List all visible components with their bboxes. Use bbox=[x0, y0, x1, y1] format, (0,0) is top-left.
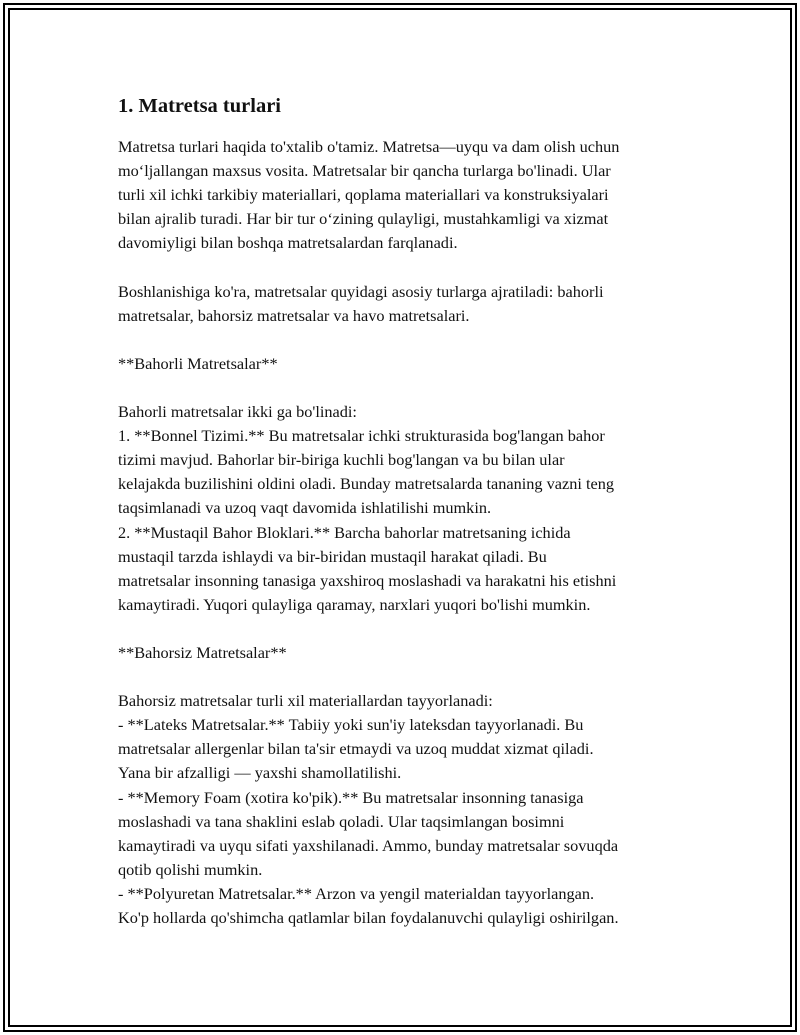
text-line: matretsalar insonning tanasiga yaxshiroq moslashadi va harakatni his etishni bbox=[118, 570, 617, 590]
text-line: matretsalar allergenlar bilan ta'sir etmaydi va uzoq muddat xizmat qiladi. bbox=[118, 739, 594, 759]
text-line: kamaytiradi. Yuqori qulayliga qaramay, narxlari yuqori bo'lishi mumkin. bbox=[118, 594, 591, 614]
paragraph-gap bbox=[118, 376, 698, 400]
text-line: Boshlanishiga ko'ra, matretsalar quyidagi asosiy turlarga ajratiladi: bahorli bbox=[118, 281, 604, 301]
text-line: - **Lateks Matretsalar.** Tabiiy yoki sun'iy lateksdan tayyorlanadi. Bu bbox=[118, 715, 584, 735]
text-line: - **Memory Foam (xotira ko'pik).** Bu matretsalar insonning tanasiga bbox=[118, 787, 584, 807]
text-line: 1. **Bonnel Tizimi.** Bu matretsalar ichki strukturasida bog'langan bahor bbox=[118, 426, 605, 446]
section-heading: 1. Matretsa turlari bbox=[118, 95, 281, 117]
text-line: Bahorsiz matretsalar turli xil materiallardan tayyorlanadi: bbox=[118, 691, 493, 711]
text-line: 2. **Mustaqil Bahor Bloklari.** Barcha bahorlar matretsaning ichida bbox=[118, 522, 571, 542]
text-line: Matretsa turlari haqida to'xtalib o'tamiz. Matretsa—uyqu va dam olish uchun bbox=[118, 137, 620, 156]
text-line: Yana bir afzalligi — yaxshi shamollatilishi. bbox=[118, 763, 402, 783]
text-line: mustaqil tarzda ishlaydi va bir-biridan mustaqil harakat qiladi. Bu bbox=[118, 546, 547, 566]
text-line: tizimi mavjud. Bahorlar bir-biriga kuchli bog'langan va bu bilan ular bbox=[118, 450, 565, 470]
paragraph-gap bbox=[118, 255, 698, 279]
paragraph-gap bbox=[118, 617, 698, 641]
text-line: kelajakda buzilishini oldini oladi. Bunday matretsalarda tananing vazni teng bbox=[118, 474, 614, 494]
document-body bbox=[118, 92, 698, 930]
text-line: bilan ajralib turadi. Har bir tur o‘zining qulayligi, mustahkamligi va xizmat bbox=[118, 209, 609, 229]
text-line: Bahorli matretsalar ikki ga bo'linadi: bbox=[118, 402, 357, 422]
paragraph-gap bbox=[118, 665, 698, 689]
text-line: - **Polyuretan Matretsalar.** Arzon va yengil materialdan tayyorlangan. bbox=[118, 883, 595, 903]
text-line: turli xil ichki tarkibiy materiallari, qoplama materiallari va konstruksiyalari bbox=[118, 185, 609, 205]
text-line: kamaytiradi va uyqu sifati yaxshilanadi. Ammo, bunday matretsalar sovuqda bbox=[118, 835, 619, 855]
paragraph-gap bbox=[118, 328, 698, 352]
text-line: mo‘ljallangan maxsus vosita. Matretsalar bir qancha turlarga bo'linadi. Ular bbox=[118, 161, 611, 181]
text-line: moslashadi va tana shaklini eslab qoladi. Ular taqsimlangan bosimni bbox=[118, 811, 565, 831]
text-line: qotib qolishi mumkin. bbox=[118, 859, 263, 879]
text-line: davomiyligi bilan boshqa matretsalardan farqlanadi. bbox=[118, 233, 458, 253]
text-line: matretsalar, bahorsiz matretsalar va havo matretsalari. bbox=[118, 305, 470, 325]
text-line: **Bahorli Matretsalar** bbox=[118, 353, 278, 373]
text-line: **Bahorsiz Matretsalar** bbox=[118, 642, 287, 662]
text-line: taqsimlanadi va uzoq vaqt davomida ishlatilishi mumkin. bbox=[118, 498, 492, 518]
paragraph-lines bbox=[118, 135, 698, 930]
text-line: Ko'p hollarda qo'shimcha qatlamlar bilan foydalanuvchi qulayligi oshirilgan. bbox=[118, 908, 619, 927]
